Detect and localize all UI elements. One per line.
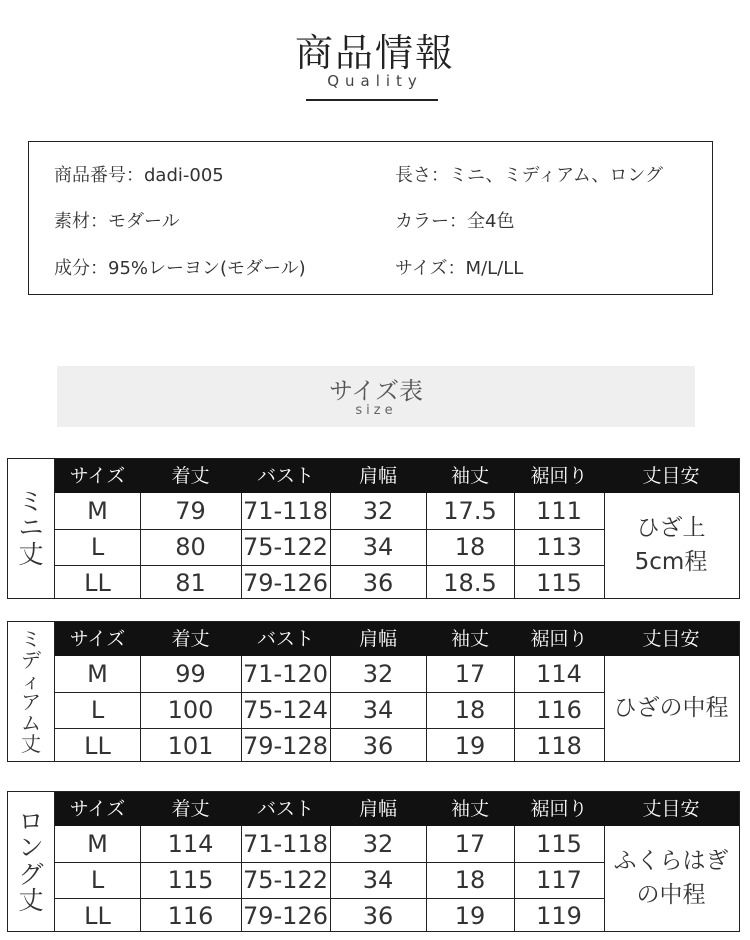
length-label-char: ニ xyxy=(18,513,44,543)
column-header: 肩幅 xyxy=(358,628,397,650)
length-label-char: 丈 xyxy=(18,539,44,569)
cell-length: 115 xyxy=(167,866,214,894)
grid-line xyxy=(330,656,331,761)
length-label-char: デ xyxy=(21,647,41,672)
cell-hem: 115 xyxy=(536,830,582,858)
cell-size: L xyxy=(90,696,105,724)
length-label-char: ミ xyxy=(21,626,41,651)
grid-line xyxy=(140,493,141,598)
grid-line xyxy=(55,529,604,530)
length-label-char: グ xyxy=(18,859,44,889)
column-header: サイズ xyxy=(69,465,126,487)
length-label-char: 丈 xyxy=(21,731,41,756)
cell-shoulder: 32 xyxy=(362,497,394,525)
column-header: バスト xyxy=(256,465,314,487)
column-header: 着丈 xyxy=(171,628,210,650)
cell-bust: 75-122 xyxy=(242,533,328,561)
grid-line xyxy=(55,692,604,693)
length-label-char: 丈 xyxy=(18,885,44,915)
cell-length: 114 xyxy=(167,830,214,858)
grid-line xyxy=(514,826,515,931)
cell-size: M xyxy=(87,830,108,858)
cell-length: 81 xyxy=(175,569,206,597)
title-underline xyxy=(306,99,438,101)
column-header: 丈目安 xyxy=(642,798,700,820)
cell-bust: 79-126 xyxy=(242,902,328,930)
cell-length: 100 xyxy=(167,696,214,724)
grid-line xyxy=(241,493,242,598)
grid-line xyxy=(330,493,331,598)
column-header: バスト xyxy=(256,798,314,820)
cell-hem: 114 xyxy=(536,660,582,688)
length-guide-text: 5cm程 xyxy=(634,548,708,575)
cell-bust: 71-118 xyxy=(242,830,328,858)
cell-length: 101 xyxy=(167,732,214,760)
length-label-char: ン xyxy=(18,833,44,863)
cell-length: 79 xyxy=(175,497,206,525)
cell-sleeve: 18 xyxy=(454,533,486,561)
length-guide-text: の中程 xyxy=(636,881,706,908)
table-length-label xyxy=(8,459,55,598)
cell-shoulder: 34 xyxy=(362,696,394,724)
cell-hem: 118 xyxy=(536,732,582,760)
cell-sleeve: 19 xyxy=(454,732,486,760)
grid-line xyxy=(241,656,242,761)
cell-shoulder: 36 xyxy=(362,902,394,930)
column-header: 裾回り xyxy=(530,798,588,820)
grid-line xyxy=(55,898,604,899)
cell-size: LL xyxy=(84,902,111,930)
cell-shoulder: 34 xyxy=(362,866,394,894)
size-chart-title: サイズ表 xyxy=(328,377,424,405)
column-header: 丈目安 xyxy=(642,465,700,487)
cell-size: LL xyxy=(84,732,111,760)
cell-hem: 115 xyxy=(536,569,582,597)
column-header: 袖丈 xyxy=(450,798,489,820)
cell-hem: 111 xyxy=(536,497,582,525)
cell-shoulder: 34 xyxy=(362,533,394,561)
size-chart-subtitle: size xyxy=(355,403,397,418)
page-subtitle: Quality xyxy=(327,72,423,90)
cell-size: L xyxy=(90,533,105,561)
product-info-box xyxy=(28,141,713,295)
info-length: 長さ：ミニ、ミディアム、ロング xyxy=(395,165,664,186)
column-header: 肩幅 xyxy=(358,798,397,820)
length-guide-note xyxy=(603,826,739,931)
grid-line xyxy=(514,656,515,761)
cell-hem: 117 xyxy=(536,866,582,894)
cell-shoulder: 32 xyxy=(362,830,394,858)
column-header: 裾回り xyxy=(530,628,588,650)
column-header: 裾回り xyxy=(530,465,588,487)
table-header-row xyxy=(55,459,739,493)
cell-sleeve: 17 xyxy=(454,660,486,688)
cell-shoulder: 36 xyxy=(362,569,394,597)
cell-sleeve: 18 xyxy=(454,866,486,894)
info-product-no: 商品番号：dadi-005 xyxy=(54,165,224,186)
page-title: 商品情報 xyxy=(294,31,455,75)
cell-shoulder: 32 xyxy=(362,660,394,688)
cell-size: L xyxy=(90,866,105,894)
cell-bust: 75-122 xyxy=(242,866,328,894)
cell-size: M xyxy=(87,497,108,525)
length-guide-text: ふくらはぎ xyxy=(613,848,729,875)
length-label-char: ア xyxy=(21,689,41,714)
cell-shoulder: 36 xyxy=(362,732,394,760)
table-length-label xyxy=(8,792,55,931)
grid-line xyxy=(55,565,604,566)
column-header: 着丈 xyxy=(171,465,210,487)
cell-hem: 113 xyxy=(536,533,582,561)
grid-line xyxy=(140,656,141,761)
column-header: 袖丈 xyxy=(450,465,489,487)
cell-length: 80 xyxy=(175,533,206,561)
info-size: サイズ：M/L/LL xyxy=(395,258,524,279)
cell-bust: 79-126 xyxy=(242,569,328,597)
size-table xyxy=(7,621,740,762)
grid-line xyxy=(426,493,427,598)
cell-bust: 79-128 xyxy=(242,732,328,760)
length-guide-text: ひざの中程 xyxy=(613,694,729,721)
column-header: バスト xyxy=(256,628,314,650)
length-guide-note xyxy=(603,656,739,761)
length-guide-note xyxy=(603,493,739,598)
table-header-row xyxy=(55,622,739,656)
column-header: 肩幅 xyxy=(358,465,397,487)
grid-line xyxy=(426,826,427,931)
cell-sleeve: 18 xyxy=(454,696,486,724)
cell-sleeve: 17.5 xyxy=(443,497,497,525)
column-header: サイズ xyxy=(69,628,126,650)
cell-bust: 71-118 xyxy=(242,497,328,525)
info-material: 素材：モダール xyxy=(54,211,180,232)
cell-bust: 75-124 xyxy=(242,696,328,724)
info-color: カラー：全4色 xyxy=(395,211,515,232)
grid-line xyxy=(140,826,141,931)
table-length-label xyxy=(8,622,55,761)
cell-sleeve: 19 xyxy=(454,902,486,930)
grid-line xyxy=(514,493,515,598)
cell-hem: 116 xyxy=(536,696,582,724)
size-chart-banner xyxy=(57,366,695,427)
cell-sleeve: 17 xyxy=(454,830,486,858)
column-header: 袖丈 xyxy=(450,628,489,650)
grid-line xyxy=(55,728,604,729)
table-header-row xyxy=(55,792,739,826)
length-label-char: ィ xyxy=(21,668,41,693)
column-header: 丈目安 xyxy=(642,628,700,650)
cell-length: 116 xyxy=(167,902,214,930)
grid-line xyxy=(241,826,242,931)
grid-line xyxy=(55,862,604,863)
grid-line xyxy=(330,826,331,931)
column-header: サイズ xyxy=(69,798,126,820)
length-label-char: ミ xyxy=(18,487,44,517)
cell-length: 99 xyxy=(175,660,206,688)
cell-sleeve: 18.5 xyxy=(443,569,497,597)
column-header: 着丈 xyxy=(171,798,210,820)
info-composition: 成分：95%レーヨン(モダール) xyxy=(54,258,306,279)
cell-size: LL xyxy=(84,569,111,597)
length-guide-text: ひざ上 xyxy=(636,515,706,542)
size-table xyxy=(7,791,740,932)
length-label-char: ロ xyxy=(18,807,44,836)
grid-line xyxy=(426,656,427,761)
cell-hem: 119 xyxy=(536,902,582,930)
cell-size: M xyxy=(87,660,108,688)
cell-bust: 71-120 xyxy=(242,660,328,688)
size-table xyxy=(7,458,740,599)
length-label-char: ム xyxy=(21,710,41,735)
